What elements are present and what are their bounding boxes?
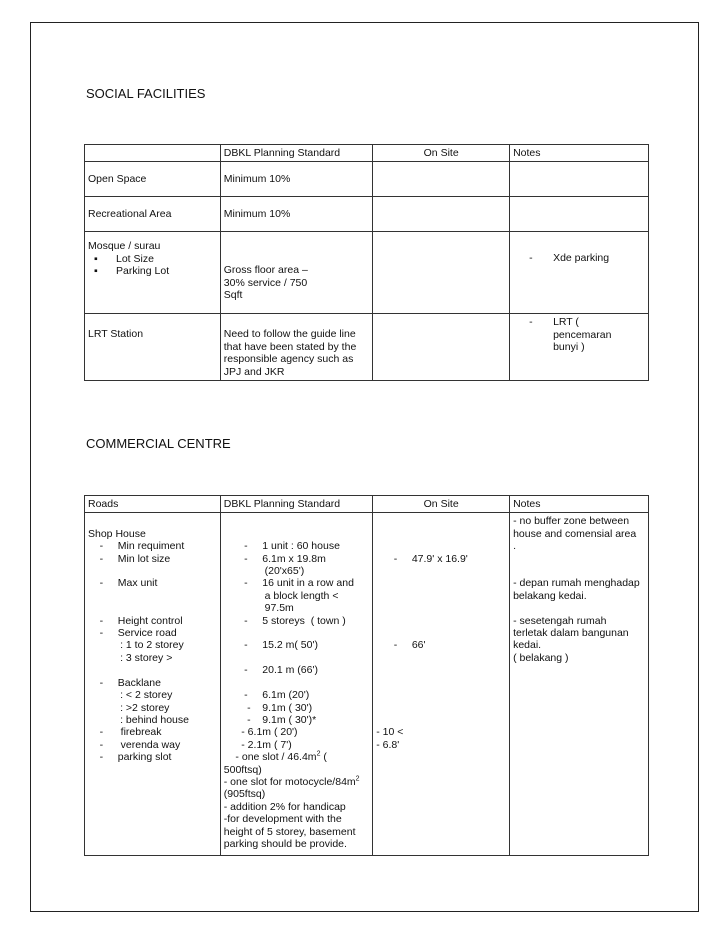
text-line: - 16 unit in a row and	[223, 577, 354, 590]
standard-cell: Minimum 10%	[220, 197, 372, 232]
list-item-label: Lot Size	[116, 252, 154, 265]
text-line	[88, 664, 217, 676]
text-line: : 3 storey >	[88, 651, 173, 664]
note-text: pencemaran	[553, 328, 612, 341]
onsite-cell	[373, 513, 510, 856]
row-label: Recreational Area	[85, 197, 221, 232]
text-line: - 15.2 m( 50')	[223, 639, 318, 652]
text-line: Need to follow the guide line	[223, 328, 356, 341]
text-line: 500ftsq)	[223, 763, 262, 776]
text-line	[224, 515, 369, 527]
note-text: LRT (	[553, 316, 579, 329]
table-row	[85, 162, 649, 197]
note-line	[513, 252, 645, 264]
text-line	[376, 652, 506, 664]
commercial-centre-table	[84, 495, 649, 856]
text-line: Gross floor area –	[223, 264, 308, 277]
text-line: Sqft	[223, 289, 243, 302]
bullet-icon: ▪	[94, 252, 98, 265]
roads-cell	[85, 513, 221, 856]
text-line	[376, 528, 506, 540]
header-cell: DBKL Planning Standard	[220, 145, 372, 162]
text-line: - verenda way	[88, 738, 181, 751]
text-line: - 20.1 m (66')	[223, 664, 318, 677]
text-line	[88, 602, 217, 614]
text-line: - 5 storeys ( town )	[223, 614, 346, 627]
section-heading-commercial: COMMERCIAL CENTRE	[86, 436, 231, 451]
dash-marker: -	[529, 316, 533, 329]
text-line: parking should be provide.	[223, 837, 347, 850]
header-cell	[85, 145, 221, 162]
text-line	[376, 627, 506, 639]
text-line: - addition 2% for handicap	[223, 800, 346, 813]
text-line: - Max unit	[88, 577, 158, 590]
note-text: bunyi )	[553, 341, 585, 354]
onsite-cell	[373, 232, 510, 314]
text-line	[376, 664, 506, 676]
table-header-row	[85, 145, 649, 162]
text-line: - Height control	[88, 614, 183, 627]
notes-cell	[510, 232, 649, 314]
text-line: - Min lot size	[88, 552, 171, 565]
text-line	[224, 528, 369, 540]
text-line	[376, 615, 506, 627]
text-line: - firebreak	[88, 726, 162, 739]
text-line	[224, 751, 369, 763]
text-line	[376, 577, 506, 589]
text-line: 97.5m	[223, 602, 294, 615]
table-row	[85, 197, 649, 232]
text-line: (20'x65')	[223, 565, 305, 578]
text-line: - 6.1m x 19.8m	[223, 552, 326, 565]
table-header-row	[85, 496, 649, 513]
notes-cell	[510, 162, 649, 197]
text-line: : 1 to 2 storey	[88, 639, 184, 652]
text-fragment: - one slot for motocycle/84m	[223, 775, 356, 788]
standard-cell	[220, 513, 372, 856]
text-line	[376, 602, 506, 614]
text-line: - 6.1m (20')	[223, 689, 310, 702]
text-line: .	[513, 540, 516, 553]
row-label: LRT Station	[85, 314, 221, 381]
text-line: - 47.9' x 16.9'	[376, 552, 468, 565]
text-line: - Min requiment	[88, 540, 185, 553]
list-item	[88, 253, 217, 265]
text-line	[376, 540, 506, 552]
text-line: JPJ and JKR	[223, 365, 285, 378]
text-line: : < 2 storey	[88, 689, 173, 702]
dash-marker: -	[529, 252, 533, 265]
text-line: - parking slot	[88, 751, 172, 764]
text-line	[224, 677, 369, 689]
text-line	[376, 702, 506, 714]
note-line	[513, 316, 645, 328]
text-fragment: - one slot / 46.4m	[223, 751, 317, 764]
onsite-cell	[373, 197, 510, 232]
text-line	[88, 515, 217, 527]
list-item-label: Parking Lot	[116, 265, 170, 278]
text-line: 30% service / 750	[223, 276, 308, 289]
text-line	[513, 553, 645, 565]
text-line: house and comensial area	[513, 527, 637, 540]
text-line	[224, 652, 369, 664]
table-row	[85, 314, 649, 381]
row-label: Mosque / surau	[88, 240, 161, 253]
text-line: a block length <	[223, 589, 339, 602]
text-line: responsible agency such as	[223, 353, 354, 366]
text-line: - 1 unit : 60 house	[223, 540, 340, 553]
row-label: Open Space	[85, 162, 221, 197]
table-row	[85, 513, 649, 856]
row-label-cell	[85, 232, 221, 314]
text-line: : >2 storey	[88, 701, 170, 714]
text-line	[376, 714, 506, 726]
text-line: - 6.1m ( 20')	[223, 726, 298, 739]
text-line: height of 5 storey, basement	[223, 825, 356, 838]
text-line	[513, 565, 645, 577]
text-line	[376, 689, 506, 701]
bullet-icon: ▪	[94, 265, 98, 278]
section-heading-social: SOCIAL FACILITIES	[86, 86, 206, 101]
header-cell: On Site	[373, 496, 510, 513]
table-row	[85, 232, 649, 314]
text-line	[224, 627, 369, 639]
text-line: - no buffer zone between	[513, 515, 630, 528]
text-line: kedai.	[513, 639, 542, 652]
text-line	[224, 776, 369, 788]
text-line: - 6.8'	[376, 738, 400, 751]
text-line: - 9.1m ( 30')	[223, 701, 313, 714]
text-fragment: (	[320, 751, 327, 764]
text-line: -for development with the	[223, 813, 342, 826]
text-line: : behind house	[88, 713, 189, 726]
header-cell: On Site	[373, 145, 510, 162]
text-line: ( belakang )	[513, 651, 569, 664]
superscript: 2	[316, 750, 321, 758]
superscript: 2	[355, 775, 360, 783]
text-line: - 9.1m ( 30')*	[223, 713, 317, 726]
text-line: - depan rumah menghadap	[513, 577, 640, 590]
social-facilities-table	[84, 144, 649, 381]
note-text: Xde parking	[553, 252, 610, 265]
onsite-cell	[373, 162, 510, 197]
text-line: - 10 <	[376, 726, 404, 739]
standard-cell: Minimum 10%	[220, 162, 372, 197]
text-line	[376, 565, 506, 577]
header-cell: Roads	[85, 496, 221, 513]
text-line: - 66'	[376, 639, 426, 652]
notes-cell	[510, 314, 649, 381]
text-line	[513, 602, 645, 614]
text-line: terletak dalam bangunan	[513, 627, 629, 640]
text-line	[376, 677, 506, 689]
text-line: - 2.1m ( 7')	[223, 738, 292, 751]
notes-cell	[510, 513, 649, 856]
text-line: Shop House	[88, 527, 146, 540]
text-line: belakang kedai.	[513, 589, 587, 602]
header-cell: Notes	[510, 145, 649, 162]
header-cell: DBKL Planning Standard	[220, 496, 372, 513]
text-line: - sesetengah rumah	[513, 614, 607, 627]
text-line: that have been stated by the	[223, 340, 357, 353]
text-line: (905ftsq)	[223, 788, 266, 801]
standard-cell	[220, 232, 372, 314]
text-line	[88, 565, 217, 577]
standard-cell	[220, 314, 372, 381]
notes-cell	[510, 197, 649, 232]
text-line: - Service road	[88, 627, 177, 640]
list-item	[88, 265, 217, 277]
standard-lines	[224, 515, 369, 751]
text-line	[88, 590, 217, 602]
text-line: - Backlane	[88, 676, 161, 689]
text-line	[376, 590, 506, 602]
header-cell: Notes	[510, 496, 649, 513]
onsite-cell	[373, 314, 510, 381]
text-line	[376, 515, 506, 527]
